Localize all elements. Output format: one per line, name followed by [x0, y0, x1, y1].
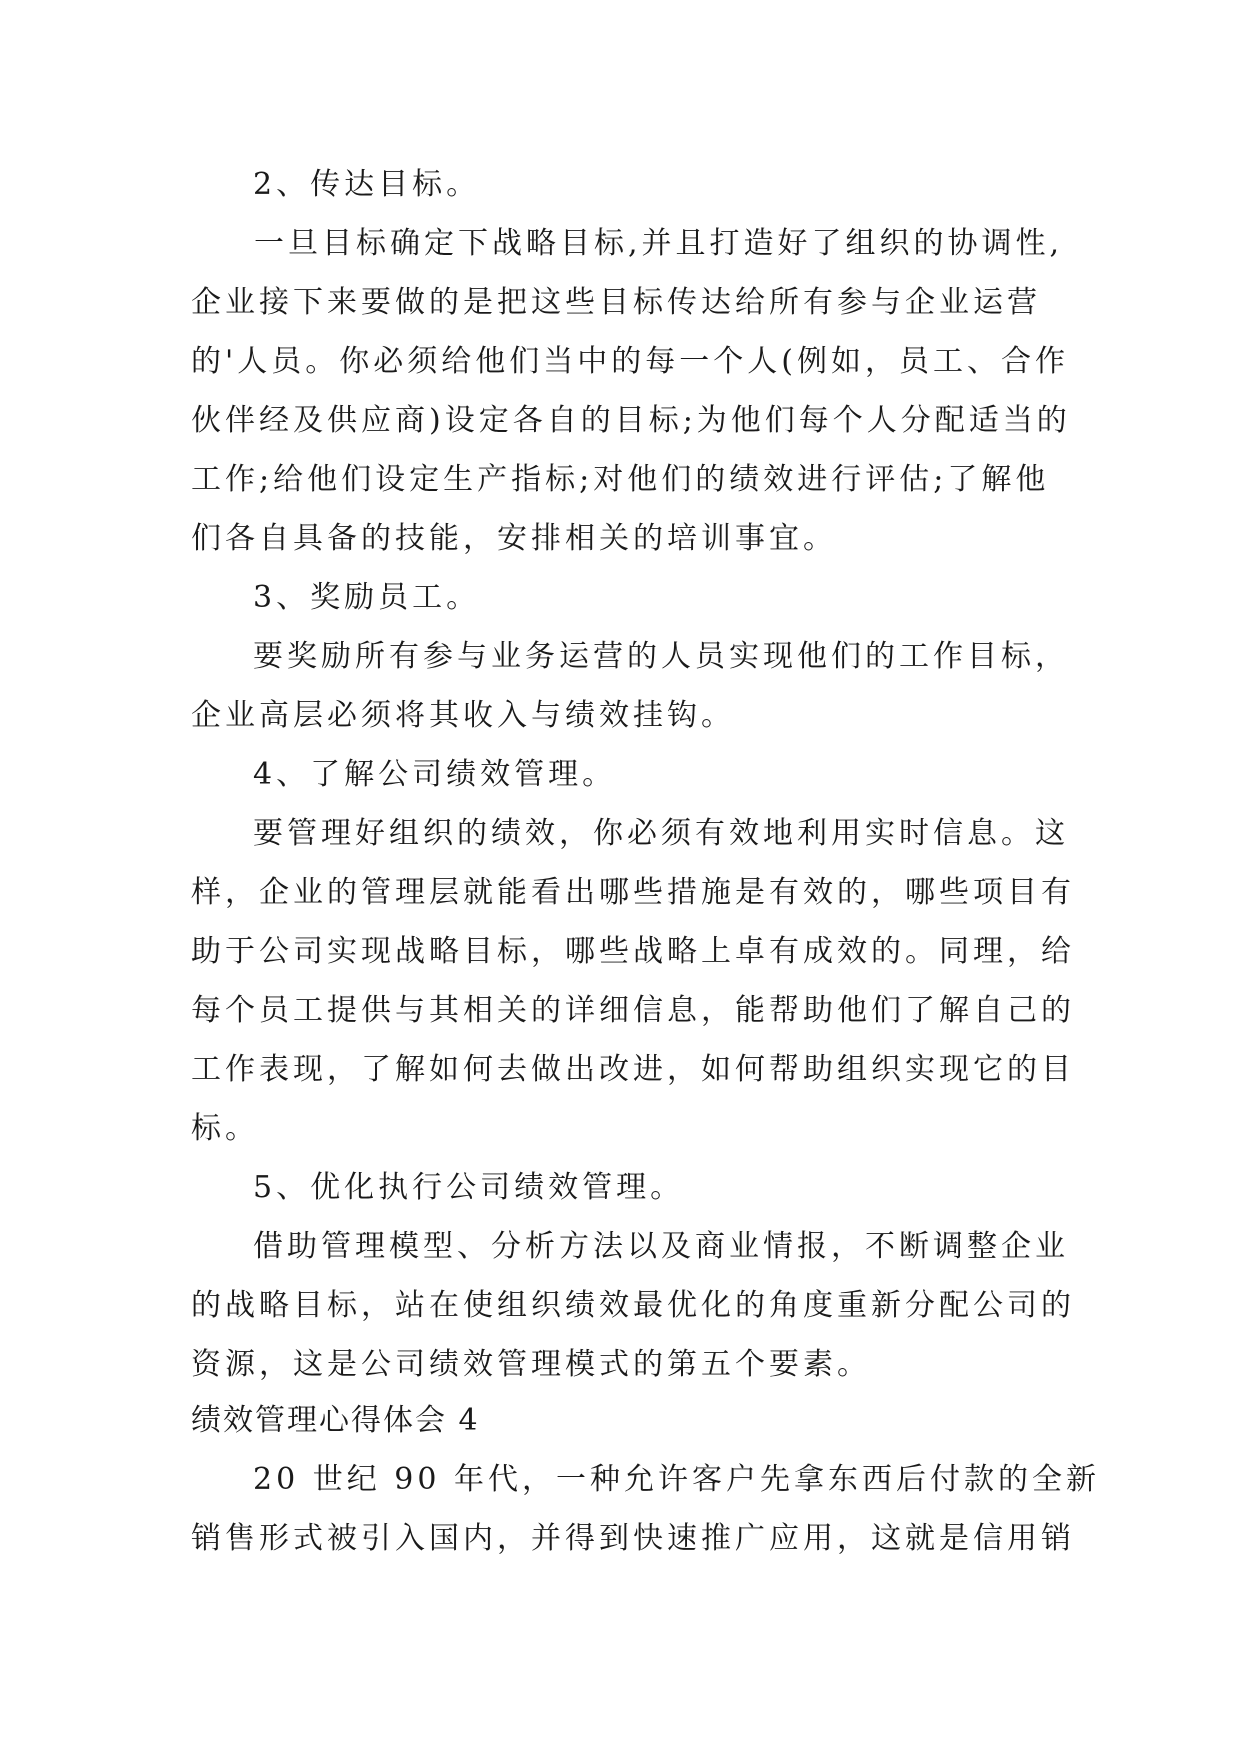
paragraph-line: 企业高层必须将其收入与绩效挂钩。 — [191, 698, 735, 733]
paragraph-line: 的战略目标，站在使组织绩效最优化的角度重新分配公司的 — [191, 1288, 1075, 1323]
paragraph-line: 借助管理模型、分析方法以及商业情报，不断调整企业 — [253, 1229, 1069, 1264]
paragraph-line: 要管理好组织的绩效，你必须有效地利用实时信息。这 — [253, 816, 1069, 851]
section-heading-3: 3、奖励员工。 — [253, 580, 481, 615]
section-heading-2: 2、传达目标。 — [253, 167, 481, 202]
paragraph-line: 资源，这是公司绩效管理模式的第五个要素。 — [191, 1347, 871, 1382]
paragraph-line: 工作;给他们设定生产指标;对他们的绩效进行评估;了解他 — [191, 462, 1050, 497]
paragraph-line: 要奖励所有参与业务运营的人员实现他们的工作目标， — [253, 639, 1069, 674]
paragraph-line: 伙伴经及供应商)设定各自的目标;为他们每个人分配适当的 — [191, 403, 1071, 438]
paragraph-line: 助于公司实现战略目标，哪些战略上卓有成效的。同理，给 — [191, 934, 1075, 969]
paragraph-line: 标。 — [191, 1111, 259, 1146]
paragraph-line: 们各自具备的技能，安排相关的培训事宜。 — [191, 521, 837, 556]
paragraph-line: 一旦目标确定下战略目标,并且打造好了组织的协调性, — [254, 226, 1064, 261]
paragraph-line: 的'人员。你必须给他们当中的每一个人(例如，员工、合作 — [191, 344, 1069, 379]
section-heading-5: 5、优化执行公司绩效管理。 — [253, 1170, 685, 1205]
paragraph-line: 销售形式被引入国内，并得到快速推广应用，这就是信用销 — [191, 1521, 1075, 1556]
section-heading-4: 4、了解公司绩效管理。 — [253, 757, 617, 792]
article-title: 绩效管理心得体会 4 — [191, 1403, 480, 1438]
paragraph-line: 样，企业的管理层就能看出哪些措施是有效的，哪些项目有 — [191, 875, 1075, 910]
paragraph-line: 工作表现，了解如何去做出改进，如何帮助组织实现它的目 — [191, 1052, 1075, 1087]
paragraph-line: 20 世纪 90 年代，一种允许客户先拿东西后付款的全新 — [253, 1462, 1100, 1497]
paragraph-line: 每个员工提供与其相关的详细信息，能帮助他们了解自己的 — [191, 993, 1075, 1028]
paragraph-line: 企业接下来要做的是把这些目标传达给所有参与企业运营 — [191, 285, 1041, 320]
